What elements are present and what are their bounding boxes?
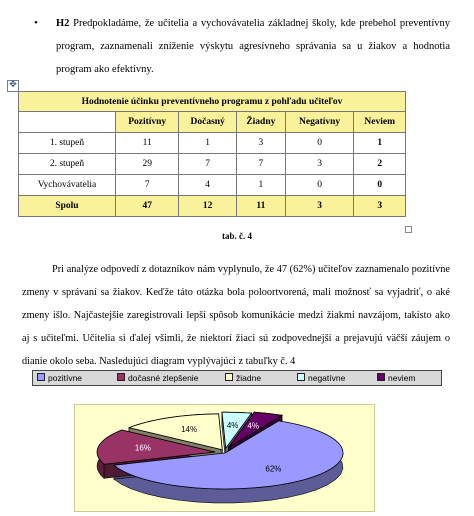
- pie-chart-area: [74, 404, 375, 512]
- legend-swatch: [117, 373, 125, 381]
- legend-label: neviem: [388, 373, 416, 383]
- analysis-text: Pri analýze odpovedí z dotazníkov nám vyplynulo, že 47 (62%) učiteľov zaznamenalo pozitívne zmeny v správaní sa žiakov. Keďže táto otázka bola poloortvorená, mali možnosť sa vyjadriť, o aké zmeny išlo. Najčastejšie zaregistrovali lepší spôsob komunikácie medzi žiakmi navzájom, takisto ako aj s učiteľmi. Učitelia si ďalej všimli, že niektorí žiaci sú zodpovednejší a prejavujú väčší záujem o dianie okolo seba. Nasledujúci diagram vyplývajúci z tabuľky č. 4: [22, 264, 450, 367]
- column-header: Žiadny: [236, 112, 285, 133]
- table-cell: 1: [236, 175, 285, 196]
- table-cell: 0: [285, 175, 354, 196]
- table-row: [19, 133, 406, 154]
- legend-swatch: [377, 373, 385, 381]
- table-cell: 3: [285, 196, 354, 217]
- column-header: Neviem: [354, 112, 406, 133]
- row-label: Spolu: [19, 196, 116, 217]
- table-cell: 4: [179, 175, 236, 196]
- table-cell: 7: [236, 154, 285, 175]
- legend-label: dočasné zlepšenie: [128, 373, 199, 383]
- column-header: Negatívny: [285, 112, 354, 133]
- table-header-row: [19, 112, 406, 133]
- table-cell: 3: [285, 154, 354, 175]
- legend-label: pozitívne: [48, 373, 83, 383]
- table-row: [19, 175, 406, 196]
- pie-slice-label: 62%: [265, 464, 282, 474]
- hypothesis-paragraph: [34, 12, 451, 81]
- legend-item: [37, 371, 82, 385]
- pie-slice-label: 16%: [134, 443, 151, 453]
- column-header: Dočasný: [179, 112, 236, 133]
- legend-item: [225, 371, 261, 385]
- legend-swatch: [297, 373, 305, 381]
- legend-label: žiadne: [236, 373, 262, 383]
- pie-slice-label: 4%: [226, 421, 239, 430]
- table-move-handle-icon[interactable]: ✥: [7, 80, 19, 92]
- evaluation-table: [18, 91, 406, 217]
- legend-swatch: [37, 373, 45, 381]
- table-cell: 11: [236, 196, 285, 217]
- table-cell: 12: [179, 196, 236, 217]
- pie-slice-label: 4%: [247, 421, 259, 431]
- legend-item: [297, 371, 345, 385]
- legend-swatch: [225, 373, 233, 381]
- table-cell: 3: [236, 133, 285, 154]
- table-cell: 3: [354, 196, 406, 217]
- table-cell: 1: [179, 133, 236, 154]
- table-title: Hodnotenie účinku preventívneho programu z pohľadu učiteľov: [19, 92, 406, 112]
- table-cell: 0: [285, 133, 354, 154]
- table-cell: 7: [179, 154, 236, 175]
- hypothesis-text: Predpokladáme, že učitelia a vychovávatelia základnej školy, kde prebehol preventívny program, zaznamenali zníženie výskytu agresívneho správania sa u žiakov a hodnotia program ako efektívny.: [56, 18, 451, 75]
- chart-legend: [32, 370, 442, 386]
- table-cell: 7: [115, 175, 178, 196]
- row-label: 2. stupeň: [19, 154, 116, 175]
- analysis-paragraph: [22, 258, 450, 373]
- row-label: Vychovávatelia: [19, 175, 116, 196]
- table-corner-cell: [19, 112, 116, 133]
- row-label: 1. stupeň: [19, 133, 116, 154]
- pie-slice-label: 14%: [181, 424, 198, 434]
- pie-chart: [75, 405, 374, 511]
- table-cell: 1: [354, 133, 406, 154]
- table-total-row: [19, 196, 406, 217]
- legend-item: [117, 371, 198, 385]
- legend-item: [377, 371, 415, 385]
- table-cell: 11: [115, 133, 178, 154]
- table-cell: 2: [354, 154, 406, 175]
- table-cell: 29: [115, 154, 178, 175]
- hypothesis-label: H2: [56, 18, 70, 29]
- table-row: [19, 154, 406, 175]
- table-cell: 47: [115, 196, 178, 217]
- column-header: Pozitívny: [115, 112, 178, 133]
- legend-label: negatívne: [308, 373, 346, 383]
- table-cell: 0: [354, 175, 406, 196]
- bullet-icon: •: [34, 17, 38, 29]
- table-caption: tab. č. 4: [222, 231, 252, 241]
